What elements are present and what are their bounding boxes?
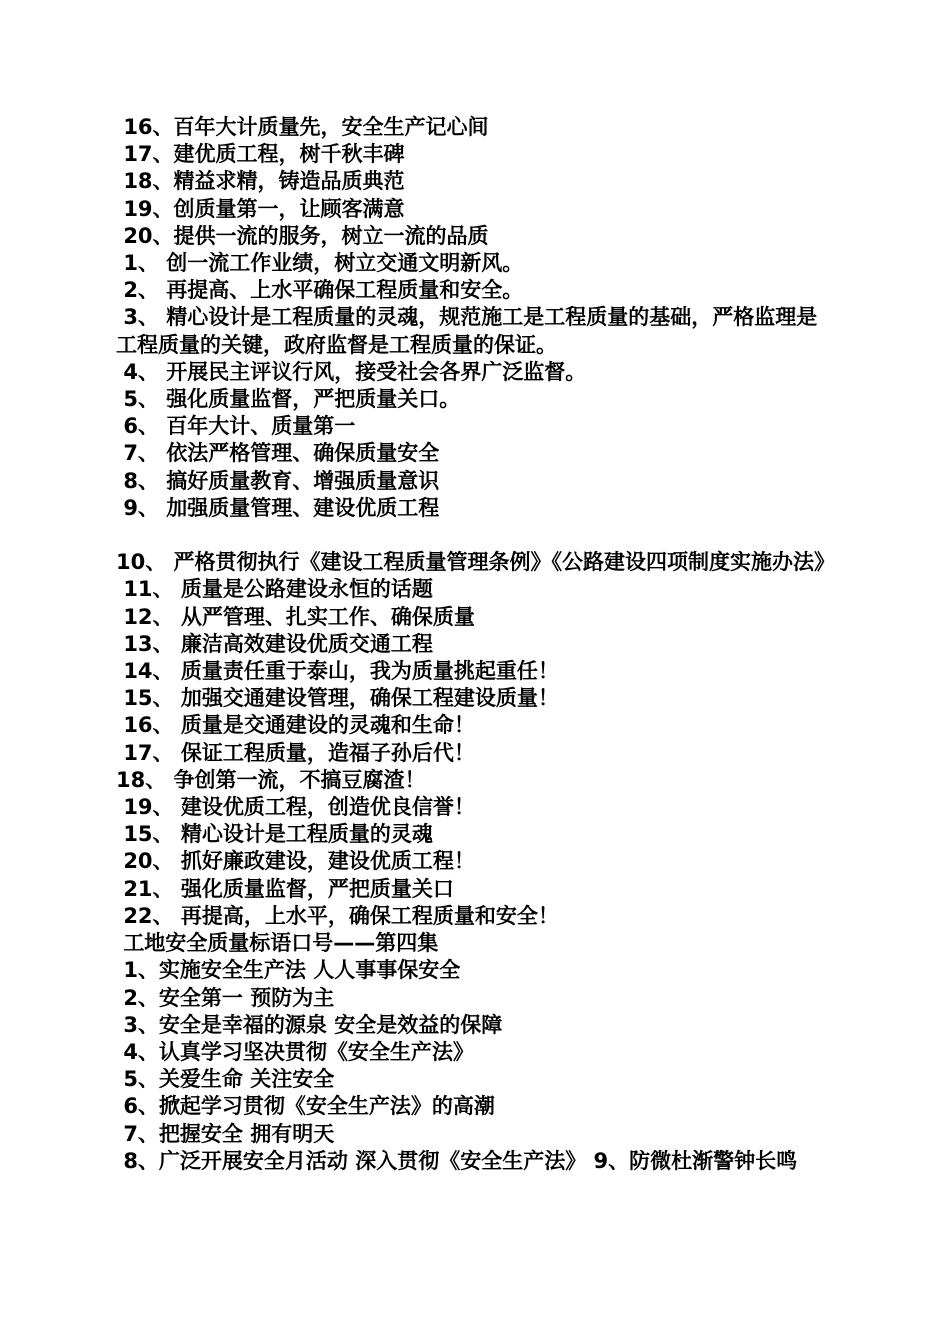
- slogan-line: 10、 严格贯彻执行《建设工程质量管理条例》《公路建设四项制度实施办法》: [116, 523, 836, 575]
- slogan-line: 2、 再提高、上水平确保工程质量和安全。: [116, 278, 524, 303]
- slogan-line: 17、建优质工程，树千秋丰碑: [116, 142, 405, 167]
- slogan-line: 12、 从严管理、扎实工作、确保质量: [116, 604, 475, 629]
- slogan-line: 1、实施安全生产法 人人事事保安全: [116, 958, 461, 983]
- slogan-line: 13、 廉洁高效建设优质交通工程: [116, 631, 433, 656]
- slogan-line: 17、 保证工程质量，造福子孙后代！: [116, 740, 475, 765]
- slogan-line: 2、安全第一 预防为主: [116, 985, 335, 1010]
- slogan-line: 8、 搞好质量教育、增强质量意识: [116, 468, 440, 493]
- slogan-line: 1、 创一流工作业绩，树立交通文明新风。: [116, 251, 524, 276]
- slogan-line: 15、 加强交通建设管理，确保工程建设质量！: [116, 686, 559, 711]
- slogan-line: 16、 质量是交通建设的灵魂和生命！: [116, 713, 475, 738]
- slogan-list: [116, 114, 836, 1175]
- slogan-line: 18、精益求精，铸造品质典范: [116, 169, 405, 194]
- slogan-line: 7、把握安全 拥有明天: [116, 1121, 335, 1146]
- slogan-line: 5、 强化质量监督，严把质量关口。: [116, 387, 461, 412]
- slogan-line: 20、 抓好廉政建设，建设优质工程！: [116, 849, 475, 874]
- slogan-line: 9、 加强质量管理、建设优质工程: [116, 495, 440, 520]
- slogan-line: 19、 建设优质工程，创造优良信誉！: [116, 795, 475, 820]
- slogan-line: 16、百年大计质量先，安全生产记心间: [116, 115, 489, 139]
- slogan-line: 20、提供一流的服务，树立一流的品质: [116, 223, 489, 248]
- slogan-line: 8、广泛开展安全月活动 深入贯彻《安全生产法》 9、防微杜渐警钟长鸣: [116, 1148, 798, 1173]
- slogan-line: 7、 依法严格管理、确保质量安全: [116, 441, 440, 466]
- slogan-line: 19、创质量第一，让顾客满意: [116, 196, 405, 221]
- slogan-line: 6、掀起学习贯彻《安全生产法》的高潮: [116, 1094, 495, 1119]
- slogan-line: 21、 强化质量监督，严把质量关口: [116, 876, 454, 901]
- slogan-line: 3、 精心设计是工程质量的灵魂，规范施工是工程质量的基础，严格监理是工程质量的关键，政府监督是工程质量的保证。: [116, 305, 818, 357]
- slogan-line: 15、 精心设计是工程质量的灵魂: [116, 822, 433, 847]
- slogan-line: 11、 质量是公路建设永恒的话题: [116, 577, 433, 602]
- slogan-line: 3、安全是幸福的源泉 安全是效益的保障: [116, 1012, 503, 1037]
- slogan-line: 14、 质量责任重于泰山，我为质量挑起重任！: [116, 659, 559, 684]
- slogan-line: 22、 再提高，上水平，确保工程质量和安全！: [116, 903, 559, 928]
- slogan-line: 4、 开展民主评议行风，接受社会各界广泛监督。: [116, 359, 587, 384]
- slogan-line: 18、 争创第一流，不搞豆腐渣！: [116, 767, 426, 792]
- slogan-line: 5、关爱生命 关注安全: [116, 1067, 335, 1092]
- slogan-line: 6、 百年大计、质量第一: [116, 414, 356, 439]
- slogan-line: 4、认真学习坚决贯彻《安全生产法》: [116, 1039, 474, 1064]
- section-heading: 工地安全质量标语口号——第四集: [116, 931, 439, 956]
